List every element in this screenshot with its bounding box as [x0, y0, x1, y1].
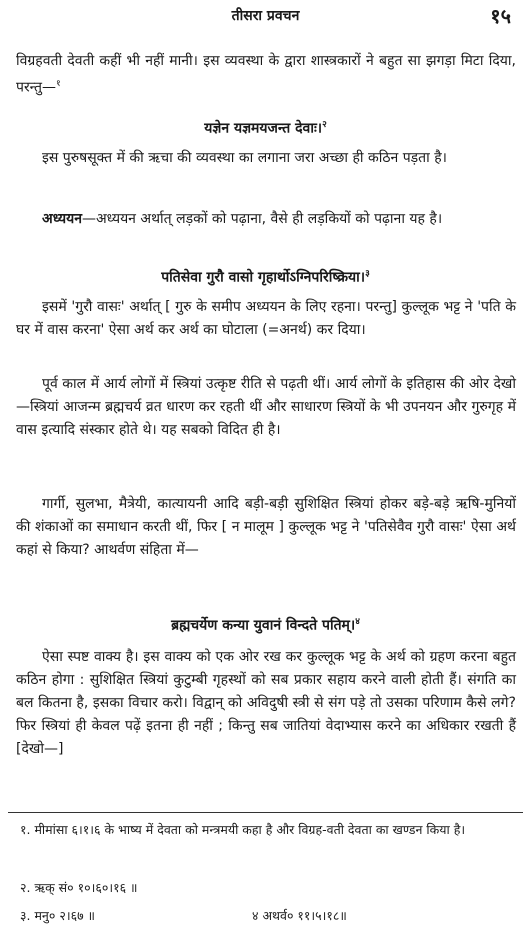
footnote-ref-3: ३ — [365, 269, 370, 279]
footnote-ref-2: २ — [322, 120, 327, 130]
paragraph-4: इसमें 'गुरौ वासः' अर्थात् [ गुरु के समीप अध्ययन के लिए रहना। परन्तु] कुल्लूक भट्ट ने 'पति के घर में वास करना' ऐसा अर्थ कर अर्थ का घोटाला (=अनर्थ) कर दिया। — [16, 299, 516, 338]
verse-2: पतिसेवा गुरौ वासो गृहार्थोऽग्निपरिष्क्रिया।$^३$ — [161, 269, 370, 286]
footnote-ref-4: ४ — [355, 617, 360, 627]
footnote-2: २. ऋक् सं० १०।६०।१६ ॥ — [20, 880, 138, 895]
paragraph-7: ऐसा स्पष्ट वाक्य है। इस वाक्य को एक ओर रख कर कुल्लूक भट्ट के अर्थ को ग्रहण करना बहुत कठिन होगा : सुशिक्षित स्त्रियां कुटुम्बी गृहस्थों को सब प्रकार सहाय करने वाली होती हैं। संगति का बल कितना है, इसका विचार करो। विद्वान् को अविदुषी स्त्री से संग पड़े तो उसका परिणाम कैसे लगे? फिर स्त्रियां ही केवल पढ़ें इतना ही नहीं ; किन्तु सब जातियां वेदाभ्यास करने का अधिकार रखती हैं [देखो—] — [16, 649, 516, 757]
verse-1: यज्ञेन यज्ञमयजन्त देवाः।$^२$ — [204, 120, 327, 137]
footnote-1: १. मीमांसा ६।१।६ के भाष्य में देवता को मन्त्रमयी कहा है और विग्रह-वती देवता का खण्डन किया है। — [20, 822, 466, 837]
page-number: १५ — [490, 4, 511, 28]
paragraph-2: इस पुरुषसूक्त में की ऋचा की व्यवस्था का लगाना जरा अच्छा ही कठिन पड़ता है। — [42, 150, 447, 166]
footnote-3: ३. मनु० २।६७ ॥ — [20, 908, 96, 923]
verse-3: ब्रह्मचर्येण कन्या युवानं विन्दते पतिम्।$^४$ — [171, 617, 360, 634]
footnote-divider — [8, 812, 523, 813]
paragraph-5: पूर्व काल में आर्य लोगों में स्त्रियां उत्कृष्ट रीति से पढ़ती थीं। आर्य लोगों के इतिहास की ओर देखो—स्त्रियां आजन्म ब्रह्मचर्य व्रत धारण कर रहती थीं और साधारण स्त्रियों के भी उपनयन और गुरुगृह में वास इत्यादि संस्कार होते थे। यह सबको विदित ही है। — [16, 376, 516, 438]
term-adhyayan: अध्ययन — [42, 211, 82, 227]
paragraph-6: गार्गी, सुलभा, मैत्रेयी, कात्यायनी आदि बड़ी-बड़ी सुशिक्षित स्त्रियां होकर बड़े-बड़े ऋषि-मुनियों की शंकाओं का समाधान करती थीं, फिर [ न मालूम ] कुल्लूक भट्ट ने 'पतिसेवैव गुरौ वासः' ऐसा अर्थ कहां से किया? आथर्वण संहिता में— — [16, 496, 516, 558]
paragraph-3: अध्ययन—अध्ययन अर्थात् लड़कों को पढ़ाना, वैसे ही लड़कियों को पढ़ाना यह है। — [42, 211, 443, 227]
paragraph-1: विग्रहवती देवती कहीं भी नहीं मानी। इस व्यवस्था के द्वारा शास्त्रकारों ने बहुत सा झगड़ा मिटा दिया, परन्तु—$^१$ — [16, 53, 516, 96]
running-header: तीसरा प्रवचन — [231, 8, 300, 24]
footnote-4: ४ अथर्व० ११।५।१८॥ — [252, 908, 347, 923]
footnote-ref-1: १ — [55, 79, 61, 89]
